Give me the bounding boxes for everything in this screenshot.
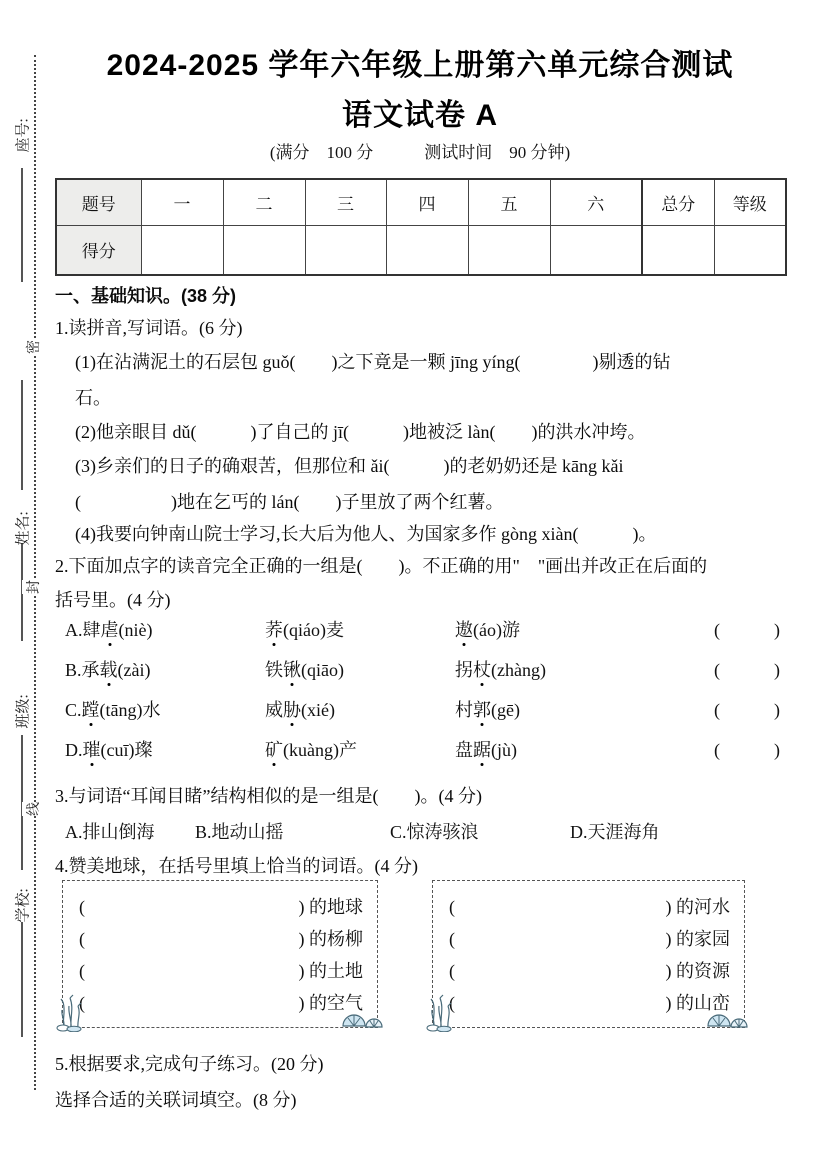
score-table-cell-grade: 等级 (714, 179, 786, 225)
q1-item1-line2: 石。 (75, 388, 111, 408)
q4-box2-row: ( ) 的家园 (449, 929, 730, 949)
q4-title: 4.赞美地球，在括号里填上恰当的词语。(4 分) (55, 856, 418, 876)
coral-icon (425, 990, 461, 1032)
student-name-label: 姓名: (15, 511, 32, 546)
dotted-char: 璀 (83, 736, 101, 762)
q4-fill-box-1 (62, 880, 378, 1028)
coral-icon (55, 990, 91, 1032)
dotted-char: 郭 (473, 696, 491, 722)
q2-A-item2: 荞(qiáo)麦 (265, 616, 455, 642)
q4-box2-row: ( ) 的河水 (449, 897, 730, 917)
score-empty-cell (642, 225, 714, 275)
shell-icon (705, 1002, 751, 1030)
q1-item3-line1: (3)乡亲们的日子的确艰苦，但那位和 ǎi( )的老奶奶还是 kāng kǎi (75, 456, 624, 476)
dotted-char: 载 (100, 656, 118, 682)
score-empty-cell (141, 225, 223, 275)
score-table (55, 178, 787, 276)
dotted-char: 杖 (473, 656, 491, 682)
score-table-cell-1: 一 (141, 179, 223, 225)
score-table-cell-total: 总分 (642, 179, 714, 225)
q3-option-D: D.天涯海角 (570, 822, 660, 842)
q3-option-C: C.惊涛骇浪 (390, 822, 479, 842)
class-label: 班级: (15, 694, 32, 729)
score-empty-cell (223, 225, 305, 275)
score-label-cell: 得分 (56, 225, 141, 275)
q2-C-item3: 村郭(gē) (455, 696, 695, 722)
q2-D-answer-paren: ( ) (714, 740, 780, 760)
section1-heading: 一、基础知识。(38 分) (55, 286, 237, 306)
q3-option-B: B.地动山摇 (195, 822, 284, 842)
seal-char-mi: 密 (22, 340, 44, 354)
score-empty-cell (305, 225, 386, 275)
q2-A-answer-paren: ( ) (714, 620, 780, 640)
seal-char-feng: 封 (22, 580, 44, 594)
score-table-header-row (56, 179, 786, 225)
dotted-char: 胁 (283, 696, 301, 722)
q1-item2: (2)他亲眼目 dǔ( )了自己的 jī( )地被泛 làn( )的洪水冲垮。 (75, 422, 646, 442)
q5-subtitle: 选择合适的关联词填空。(8 分) (55, 1090, 297, 1110)
q2-A-item3: 遨(áo)游 (455, 616, 695, 642)
extra-writing-line (21, 922, 23, 1037)
q2-D-item2: 矿(kuàng)产 (265, 736, 455, 762)
q4-box1-row: ( ) 的杨柳 (79, 929, 363, 949)
dotted-char: 矿 (265, 736, 283, 762)
q2-title-line2: 括号里。(4 分) (55, 590, 171, 610)
q5-title: 5.根据要求,完成句子练习。(20 分) (55, 1054, 324, 1074)
q3-title: 3.与词语“耳闻目睹”结构相似的是一组是( )。(4 分) (55, 786, 482, 806)
name-writing-line (21, 380, 23, 490)
seat-number-writing-line (21, 168, 23, 282)
q2-option-row-B (65, 656, 780, 682)
score-empty-cell (386, 225, 468, 275)
q2-D-item3: 盘踞(jù) (455, 736, 695, 762)
score-table-cell-tihao: 题号 (56, 179, 141, 225)
score-empty-cell (550, 225, 642, 275)
score-table-cell-5: 五 (468, 179, 550, 225)
q2-D-item1: D.璀(cuī)璨 (65, 736, 265, 762)
dotted-char: 虐 (101, 616, 119, 642)
dotted-char: 遨 (455, 616, 473, 642)
q4-box1-row: ( ) 的土地 (79, 961, 363, 981)
paper-title-line2: 语文试卷 A (342, 99, 498, 132)
q1-title: 1.读拼音,写词语。(6 分) (55, 318, 243, 338)
q4-box1-row: ( ) 的空气 (79, 993, 363, 1013)
q2-C-answer-paren: ( ) (714, 700, 780, 720)
q3-option-A: A.排山倒海 (65, 822, 155, 842)
score-table-wrap (55, 178, 787, 276)
school-label: 学校: (15, 888, 32, 923)
q2-B-item1: B.承载(zài) (65, 656, 265, 682)
q2-option-row-A (65, 616, 780, 642)
score-table-cell-6: 六 (550, 179, 642, 225)
q2-C-item1: C.蹚(tāng)水 (65, 696, 265, 722)
q3-options-row (65, 818, 780, 844)
q4-fill-box-2 (432, 880, 745, 1028)
score-empty-cell (468, 225, 550, 275)
score-table-cell-3: 三 (305, 179, 386, 225)
seat-number-label: 座号: (15, 118, 32, 153)
dotted-char: 踞 (473, 736, 491, 762)
q2-B-item2: 铁锹(qiāo) (265, 656, 455, 682)
dotted-char: 蹚 (82, 696, 100, 722)
q1-item1-line1: (1)在沾满泥土的石层包 guǒ( )之下竟是一颗 jīng yíng( )剔透的钻 (75, 352, 671, 372)
shell-icon (340, 1002, 386, 1030)
dotted-char: 锹 (283, 656, 301, 682)
q2-C-item2: 威胁(xié) (265, 696, 455, 722)
q2-title-line1: 2.下面加点字的读音完全正确的一组是( )。不正确的用" "画出并改正在后面的 (55, 556, 708, 576)
score-table-cell-2: 二 (223, 179, 305, 225)
paper-title-line1: 2024-2025 学年六年级上册第六单元综合测试 (106, 49, 734, 82)
seal-char-xian: 线 (22, 802, 44, 816)
q1-item3-line2: ( )地在乞丐的 lán( )子里放了两个红薯。 (75, 492, 504, 512)
q4-box2-row: ( ) 的资源 (449, 961, 730, 981)
paper-info-line: (满分 100 分 测试时间 90 分钟) (269, 143, 571, 162)
q4-box1-row: ( ) 的地球 (79, 897, 363, 917)
q2-A-item1: A.肆虐(niè) (65, 616, 265, 642)
q2-B-answer-paren: ( ) (714, 660, 780, 680)
seal-dotted-line (34, 55, 36, 1090)
q1-item4: (4)我要向钟南山院士学习,长大后为他人、为国家多作 gòng xiàn( )。 (75, 524, 657, 544)
q2-B-item3: 拐杖(zhàng) (455, 656, 695, 682)
q4-box2-row: ( ) 的山峦 (449, 993, 730, 1013)
q2-option-row-C (65, 696, 780, 722)
q2-option-row-D (65, 736, 780, 762)
score-table-cell-4: 四 (386, 179, 468, 225)
score-empty-cell (714, 225, 786, 275)
score-table-score-row (56, 225, 786, 275)
dotted-char: 荞 (265, 616, 283, 642)
